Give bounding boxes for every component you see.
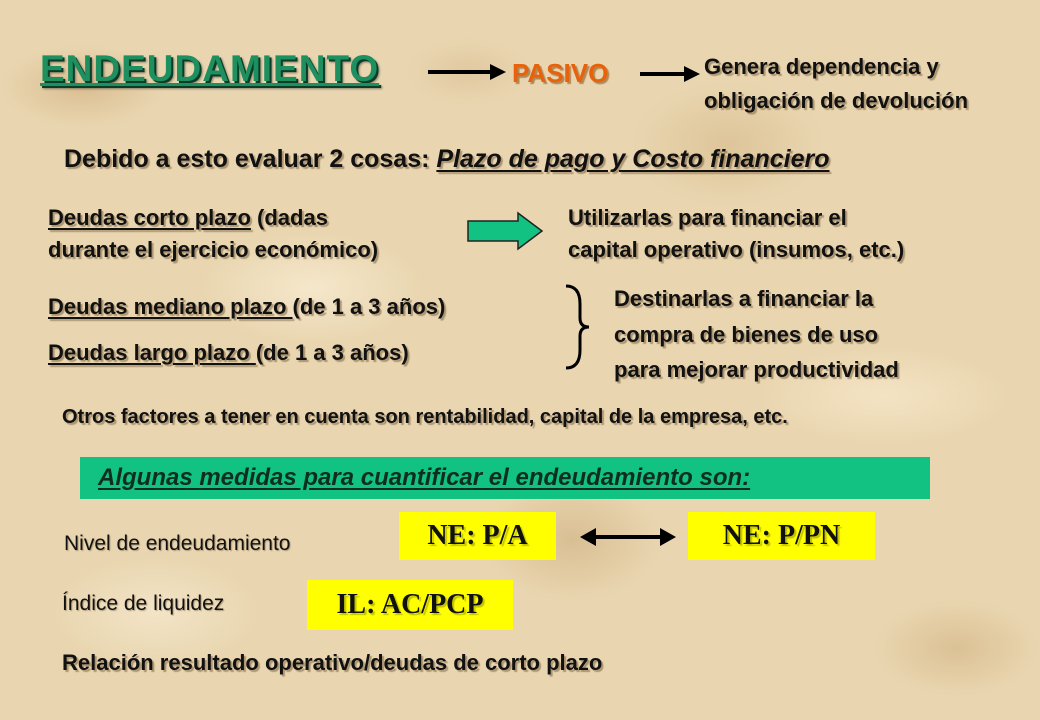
double-arrow-icon bbox=[580, 526, 676, 548]
arrow-right-icon bbox=[640, 64, 700, 84]
evaluate-prefix: Debido a esto evaluar 2 cosas: bbox=[64, 145, 437, 173]
ratio-label: Relación resultado operativo/deudas de corto plazo bbox=[62, 650, 603, 675]
short-term-label: Deudas corto plazo bbox=[48, 205, 251, 230]
evaluate-sentence bbox=[64, 142, 830, 176]
block-arrow-icon bbox=[466, 211, 546, 251]
right-brace-icon bbox=[562, 284, 592, 370]
long-use-line-1: Destinarlas a financiar la bbox=[614, 286, 874, 311]
liquidity-label: Índice de liquidez bbox=[62, 592, 225, 615]
other-factors-note: Otros factores a tener en cuenta son rentabilidad, capital de la empresa, etc. bbox=[62, 406, 788, 428]
long-term-label: Deudas largo plazo bbox=[48, 340, 256, 365]
debt-level-label: Nivel de endeudamiento bbox=[64, 532, 291, 555]
arrow-right-icon bbox=[428, 62, 508, 82]
page-title: ENDEUDAMIENTO bbox=[40, 48, 380, 89]
consequence-line-2: obligación de devolución bbox=[704, 88, 969, 113]
short-term-detail-2: durante el ejercicio económico) bbox=[48, 237, 379, 262]
pasivo-label: PASIVO bbox=[512, 58, 609, 88]
long-term-line bbox=[48, 338, 409, 368]
short-term-detail-1: (dadas bbox=[250, 205, 328, 230]
short-term-line-1 bbox=[48, 203, 328, 233]
formula-ne-pa: NE: P/A bbox=[399, 512, 556, 560]
long-use-line-2: compra de bienes de uso bbox=[614, 322, 879, 347]
medium-term-detail: (de 1 a 3 años) bbox=[292, 294, 446, 319]
long-use-line-3: para mejorar productividad bbox=[614, 357, 899, 382]
long-term-detail: (de 1 a 3 años) bbox=[255, 340, 409, 365]
short-term-use-line-2: capital operativo (insumos, etc.) bbox=[568, 237, 905, 262]
consequence-line-1: Genera dependencia y bbox=[704, 54, 939, 79]
medium-term-line bbox=[48, 292, 445, 322]
measures-banner bbox=[80, 457, 930, 499]
short-term-use-line-1: Utilizarlas para financiar el bbox=[568, 205, 847, 230]
formula-ne-ppn: NE: P/PN bbox=[688, 512, 875, 560]
formula-il: IL: AC/PCP bbox=[307, 580, 513, 630]
evaluate-factors: Plazo de pago y Costo financiero bbox=[436, 145, 830, 173]
measures-banner-text: Algunas medidas para cuantificar el endeudamiento son: bbox=[98, 464, 751, 491]
medium-term-label: Deudas mediano plazo bbox=[48, 294, 293, 319]
